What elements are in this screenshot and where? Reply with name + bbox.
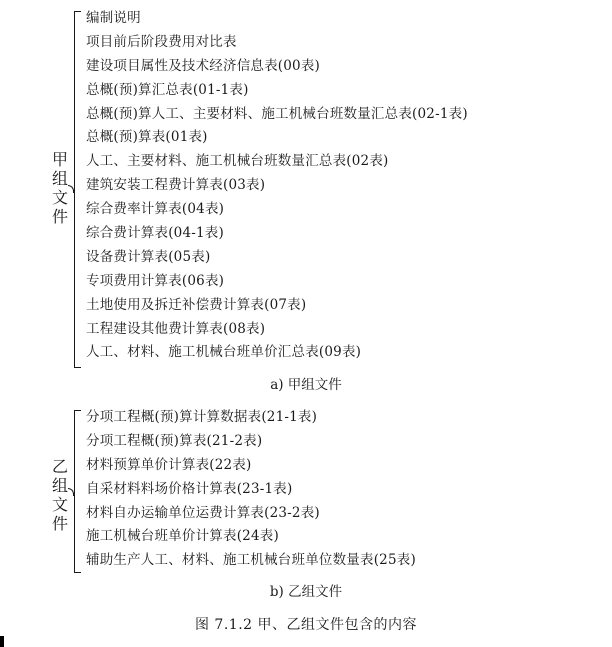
group-a-label: 甲 组 文 件	[51, 150, 68, 226]
list-item: 总概(预)算汇总表(01-1表)	[86, 81, 249, 98]
list-item: 编制说明	[86, 10, 141, 26]
list-item: 专项费用计算表(06表)	[86, 272, 225, 289]
list-item: 设备费计算表(05表)	[86, 248, 211, 265]
list-item: 辅助生产人工、材料、施工机械台班单位数量表(25表)	[86, 552, 416, 569]
page-edge-mark	[0, 636, 4, 647]
list-item: 总概(预)算表(01表)	[86, 129, 208, 146]
list-item: 分项工程概(预)算表(21-2表)	[86, 432, 263, 449]
list-item: 人工、主要材料、施工机械台班数量汇总表(02表)	[86, 153, 389, 170]
list-item: 材料预算单价计算表(22表)	[86, 456, 252, 473]
list-item: 建筑安装工程费计算表(03表)	[86, 177, 266, 194]
list-item: 土地使用及拆迁补偿费计算表(07表)	[86, 296, 307, 313]
group-b-label: 乙 组 文 件	[51, 457, 68, 533]
list-item: 施工机械台班单价计算表(24表)	[86, 528, 279, 545]
list-item: 总概(预)算人工、主要材料、施工机械台班数量汇总表(02-1表)	[86, 105, 468, 122]
list-item: 自采材料料场价格计算表(23-1表)	[86, 480, 293, 497]
list-item: 分项工程概(预)算计算数据表(21-1表)	[86, 409, 318, 425]
group-a-caption: a) 甲组文件	[270, 377, 342, 393]
group-b-brace	[74, 410, 86, 573]
list-item: 人工、材料、施工机械台班单价汇总表(09表)	[86, 344, 362, 361]
list-item: 综合费计算表(04-1表)	[86, 225, 224, 242]
group-b-caption: b) 乙组文件	[269, 584, 343, 600]
list-item: 综合费率计算表(04表)	[86, 201, 225, 218]
list-item: 材料自办运输单位运费计算表(23-2表)	[86, 504, 320, 521]
group-b-list	[86, 406, 416, 573]
group-a-brace	[74, 11, 86, 368]
figure-caption: 图 7.1.2 甲、乙组文件包含的内容	[194, 617, 418, 633]
group-a-list	[86, 7, 468, 365]
list-item: 项目前后阶段费用对比表	[86, 33, 237, 50]
list-item: 工程建设其他费计算表(08表)	[86, 320, 266, 337]
list-item: 建设项目属性及技术经济信息表(00表)	[86, 57, 321, 74]
